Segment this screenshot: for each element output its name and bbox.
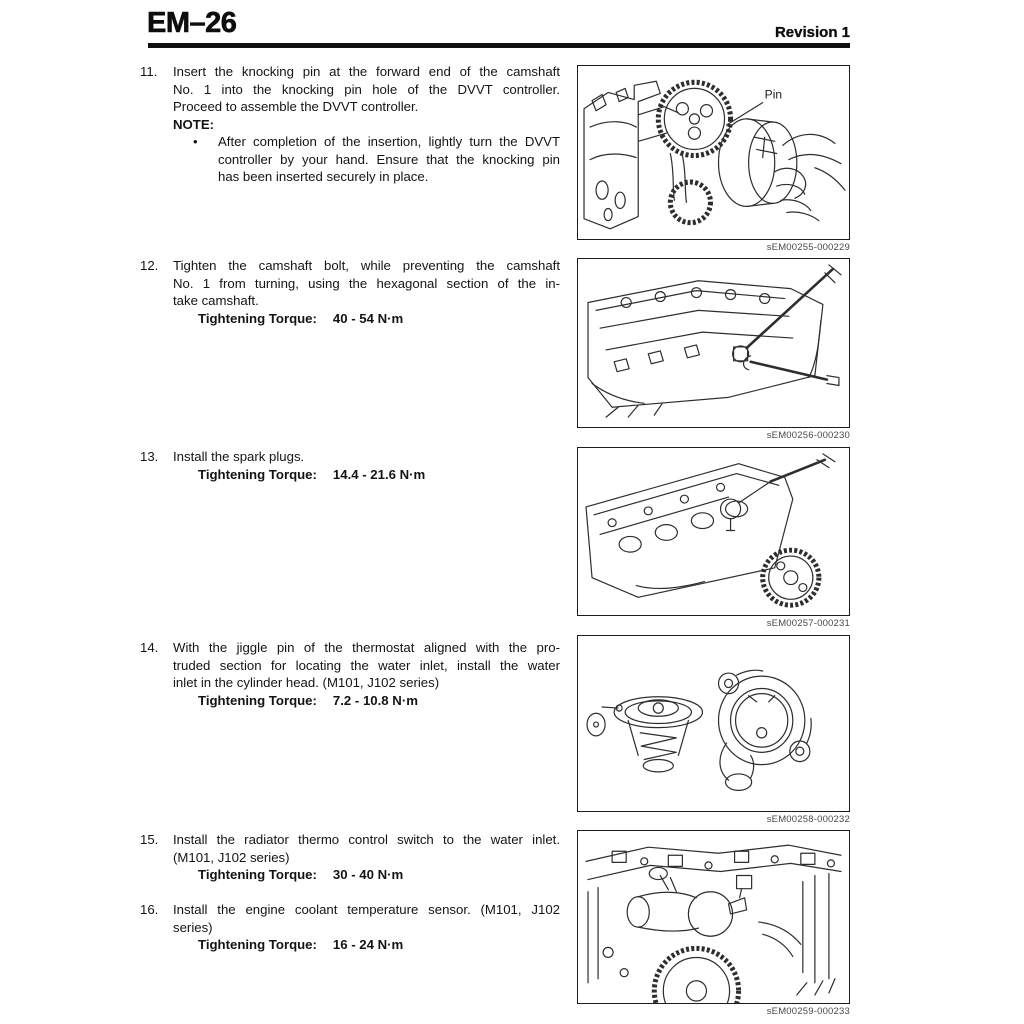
torque-spec: [198, 466, 560, 484]
page-code: EM–26: [147, 7, 237, 39]
note-text-line: has been inserted securely in place.: [218, 169, 429, 184]
torque-value: 30 - 40 N·m: [332, 867, 404, 882]
torque-spec: [198, 866, 560, 884]
torque-label: Tightening Torque:: [198, 310, 317, 326]
figure-thermostat-water-inlet: [577, 635, 850, 825]
step-16: [140, 901, 560, 954]
step-text-line: Proceed to assemble the DVVT controller.: [173, 99, 419, 114]
note-bullet-item: [173, 133, 560, 186]
step-12: [140, 257, 560, 327]
step-text-line: inlet in the cylinder head. (M101, J102 series): [173, 675, 440, 690]
torque-spec: [198, 310, 560, 328]
bullet-icon: •: [193, 134, 198, 149]
figure-frame: [577, 65, 850, 240]
torque-spec: [198, 692, 560, 710]
step-13: [140, 448, 560, 483]
step-text-line: truded section for locating the water inlet, install the water: [173, 657, 560, 673]
dvvt-installation-illustration: [578, 66, 849, 239]
step-paragraph: [173, 63, 560, 116]
note-label: NOTE:: [173, 116, 215, 132]
figure-caption: sEM00257-000231: [766, 618, 850, 629]
step-number: 11.: [140, 64, 158, 79]
coolant-sensor-illustration: [578, 831, 849, 1003]
figure-dvvt-controller: [577, 65, 850, 253]
step-text-line: Install the spark plugs.: [173, 449, 305, 464]
note-text-line: controller by your hand. Ensure that the knocking pin: [218, 151, 560, 167]
step-number: 13.: [140, 449, 159, 464]
step-number: 15.: [140, 832, 159, 847]
torque-label: Tightening Torque:: [198, 937, 317, 952]
torque-label: Tightening Torque:: [198, 692, 317, 708]
figure-frame: [577, 447, 850, 616]
note-text-line: After completion of the insertion, lightly turn the DVVT: [218, 134, 560, 149]
step-text-line: Insert the knocking pin at the forward end of the camshaft: [173, 64, 560, 79]
step-number: 14.: [140, 640, 159, 655]
torque-value: 14.4 - 21.6 N·m: [332, 466, 426, 482]
revision-label: Revision 1: [774, 24, 850, 41]
header-rule: [148, 43, 850, 48]
torque-spec: [198, 936, 560, 954]
torque-value: 16 - 24 N·m: [332, 937, 404, 952]
step-text-line: Install the engine coolant temperature sensor. (M101, J102: [173, 902, 560, 917]
camshaft-bolt-illustration: [578, 259, 849, 427]
figure-coolant-sensor: [577, 830, 850, 1017]
torque-value: 40 - 54 N·m: [332, 310, 404, 326]
torque-label: Tightening Torque:: [198, 867, 317, 882]
figure-caption: sEM00256-000230: [766, 430, 850, 441]
step-number: 12.: [140, 258, 159, 273]
step-14: [140, 639, 560, 709]
step-15: [140, 831, 560, 884]
figure-camshaft-bolt: [577, 258, 850, 441]
thermostat-illustration: [578, 636, 849, 811]
figure-caption: sEM00259-000233: [766, 1006, 850, 1017]
step-number: 16.: [140, 902, 159, 917]
step-text-line: series): [173, 919, 213, 935]
figure-frame: [577, 258, 850, 428]
step-11: [140, 63, 560, 186]
pin-label: Pin: [764, 87, 783, 102]
step-text-line: With the jiggle pin of the thermostat aligned with the pro-: [173, 640, 560, 655]
figure-caption: sEM00255-000229: [766, 242, 850, 253]
spark-plug-illustration: [578, 448, 849, 615]
torque-label: Tightening Torque:: [198, 466, 317, 482]
step-text-line: No. 1 from turning, using the hexagonal section of the in-: [173, 275, 560, 291]
torque-value: 7.2 - 10.8 N·m: [332, 692, 418, 708]
figure-spark-plugs: [577, 447, 850, 629]
step-text-line: Install the radiator thermo control switch to the water inlet.: [173, 832, 560, 847]
step-text-line: (M101, J102 series): [173, 849, 290, 865]
step-text-line: No. 1 into the knocking pin hole of the DVVT controller.: [173, 81, 560, 97]
figure-frame: [577, 635, 850, 812]
figure-frame: [577, 830, 850, 1004]
step-text-line: take camshaft.: [173, 293, 259, 308]
step-text-line: Tighten the camshaft bolt, while preventing the camshaft: [173, 258, 560, 273]
figure-caption: sEM00258-000232: [766, 814, 850, 825]
